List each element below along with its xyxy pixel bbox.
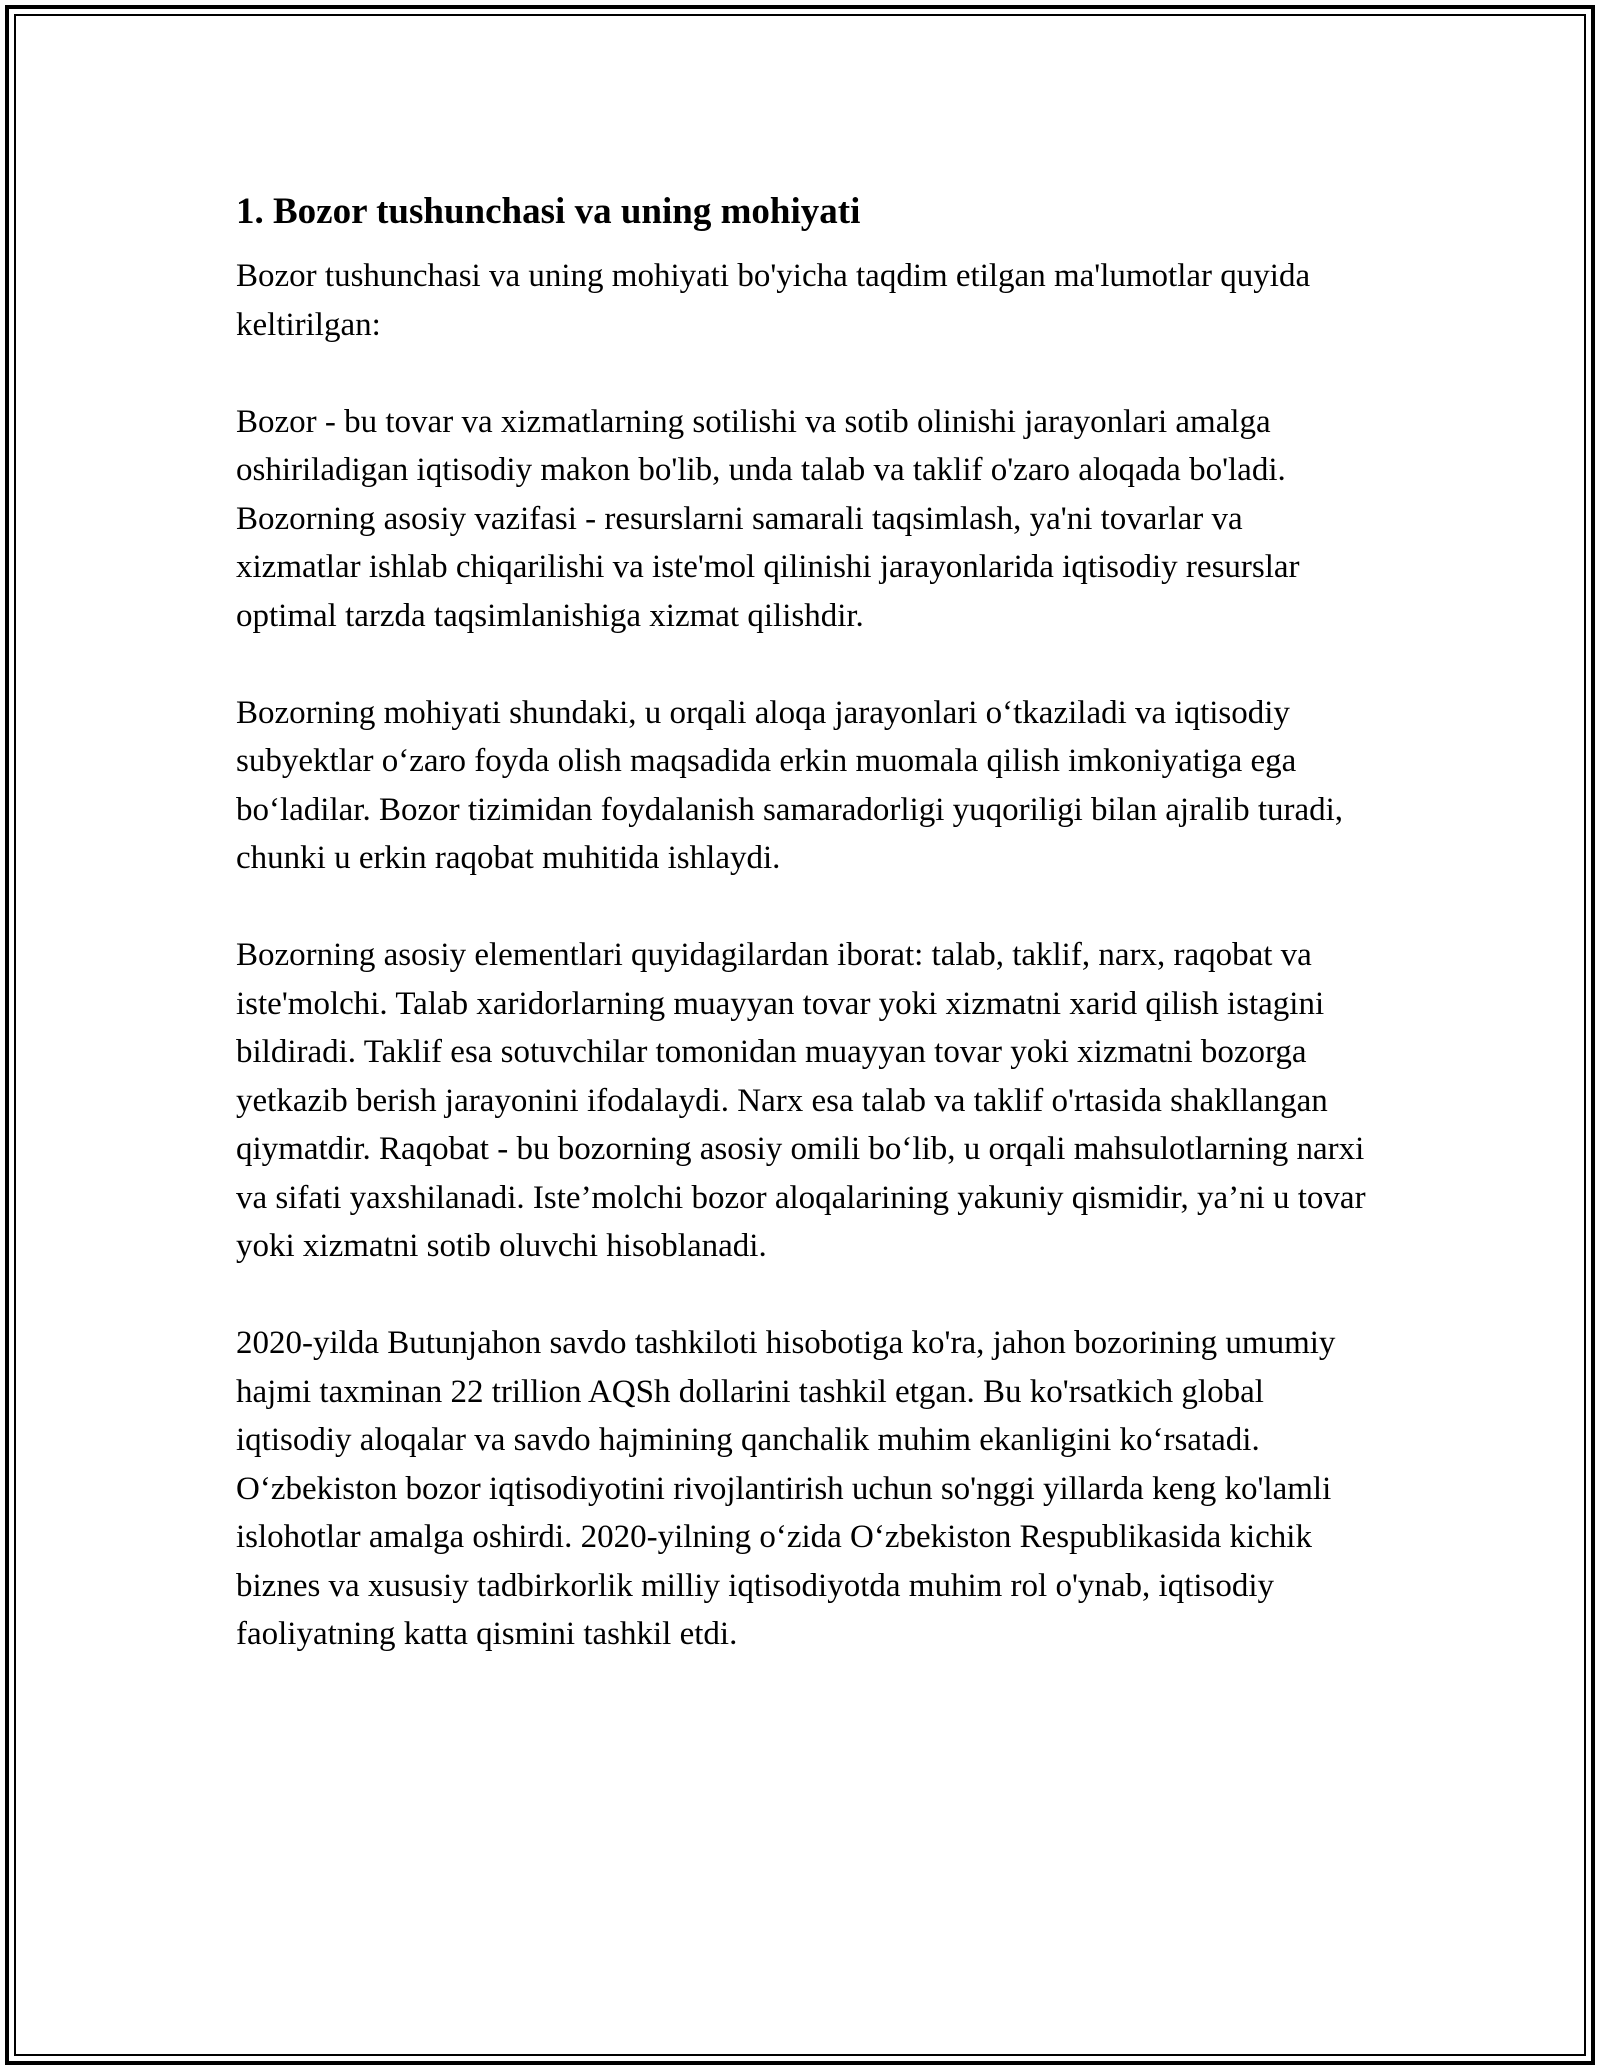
document-body: [236, 186, 1366, 1707]
essence-paragraph: Bozorning mohiyati shundaki, u orqali aloqa jarayonlari o‘tkaziladi va iqtisodiy subyektlar o‘zaro foyda olish maqsadida erkin muomala qilish imkoniyatiga ega bo‘ladilar. Bozor tizimidan foydalanish samaradorligi yuqoriligi bilan ajralib turadi, chunki u erkin raqobat muhitida ishlaydi.: [236, 694, 1344, 876]
definition-paragraph: Bozor - bu tovar va xizmatlarning sotilishi va sotib olinishi jarayonlari amalga oshiriladigan iqtisodiy makon bo'lib, unda talab va taklif o'zaro aloqada bo'ladi. Bozorning asosiy vazifasi - resurslarni samarali taqsimlash, ya'ni tovarlar va xizmatlar ishlab chiqarilishi va iste'mol qilinishi jarayonlarida iqtisodiy resurslar optimal tarzda taqsimlanishiga xizmat qilishdir.: [236, 403, 1300, 634]
elements-paragraph: Bozorning asosiy elementlari quyidagilardan iborat: talab, taklif, narx, raqobat va iste'molchi. Talab xaridorlarning muayyan tovar yoki xizmatni xarid qilish istagini bildiradi. Taklif esa sotuvchilar tomonidan muayyan tovar yoki xizmatni bozorga yetkazib berish jarayonini ifodalaydi. Narx esa talab va taklif o'rtasida shakllangan qiymatdir. Raqobat - bu bozorning asosiy omili bo‘lib, u orqali mahsulotlarning narxi va sifati yaxshilanadi. Iste’molchi bozor aloqalarining yakuniy qismidir, ya’ni u tovar yoki xizmatni sotib oluvchi hisoblanadi.: [236, 937, 1366, 1264]
section-heading: 1. Bozor tushunchasi va uning mohiyati: [236, 191, 861, 232]
statistics-paragraph: 2020-yilda Butunjahon savdo tashkiloti hisobotiga ko'ra, jahon bozorining umumiy hajmi taxminan 22 trillion AQSh dollarini tashkil etgan. Bu ko'rsatkich global iqtisodiy aloqalar va savdo hajmining qanchalik muhim ekanligini ko‘rsatadi. O‘zbekiston bozor iqtisodiyotini rivojlantirish uchun so'nggi yillarda keng ko'lamli islohotlar amalga oshirdi. 2020-yilning o‘zida O‘zbekiston Respublikasida kichik biznes va xususiy tadbirkorlik milliy iqtisodiyotda muhim rol o'ynab, iqtisodiy faoliyatning katta qismini tashkil etdi.: [236, 1325, 1336, 1652]
intro-paragraph: Bozor tushunchasi va uning mohiyati bo'yicha taqdim etilgan ma'lumotlar quyida keltirilgan:: [236, 258, 1311, 343]
